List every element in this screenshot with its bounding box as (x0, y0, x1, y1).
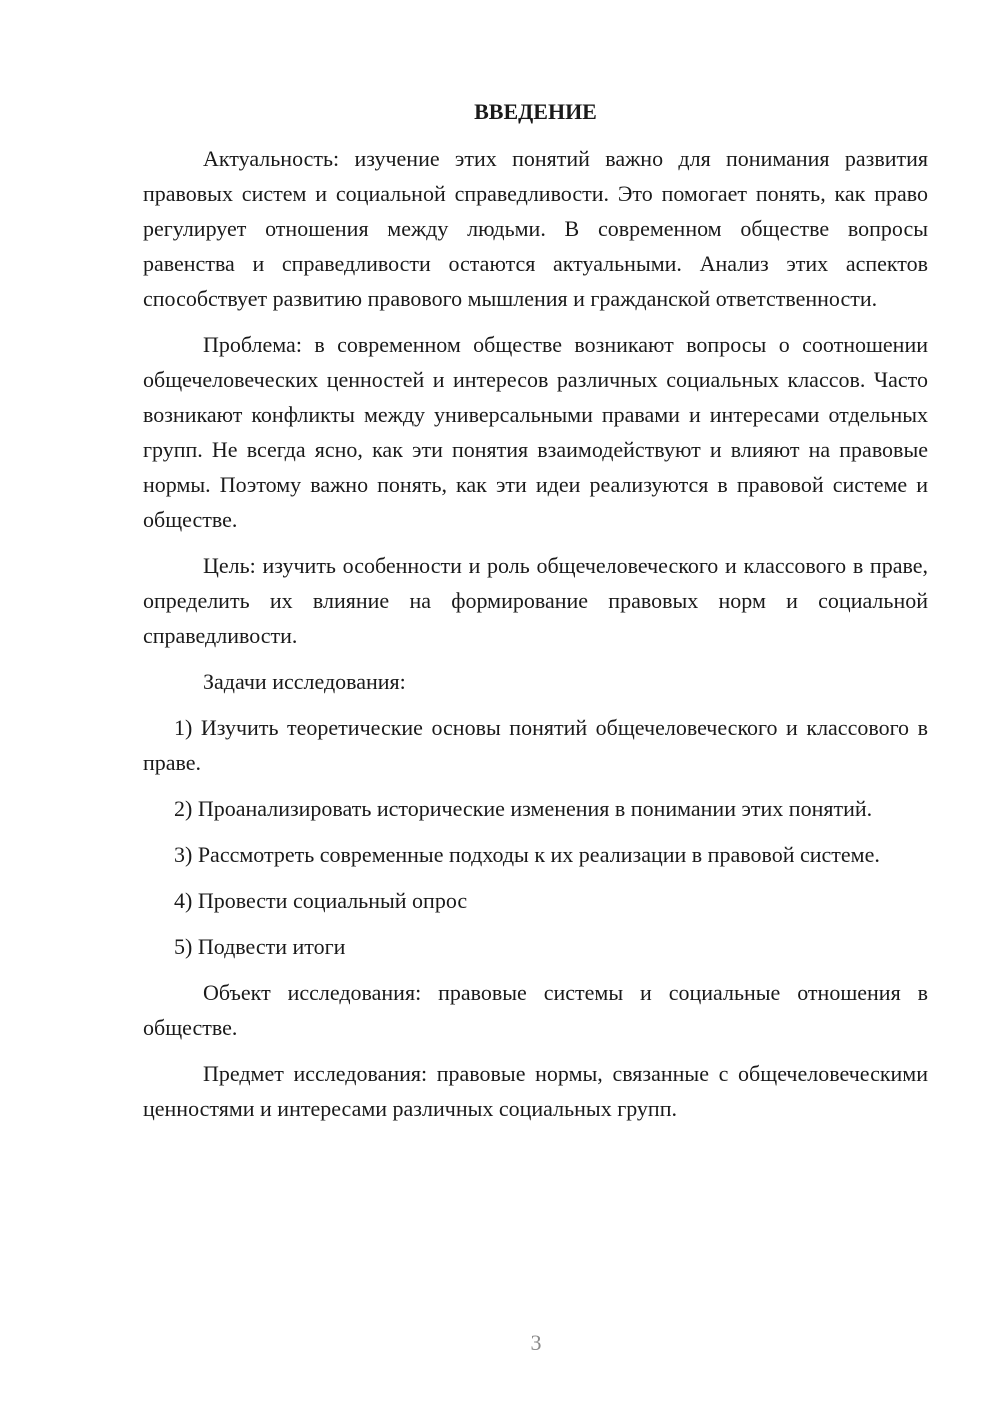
paragraph-object: Объект исследования: правовые системы и социальные отношения в обществе. (143, 980, 928, 1040)
paragraph-goal: Цель: изучить особенности и роль общечеловеческого и классового в праве, определить их влияние на формирование правовых норм и социальной справедливости. (143, 553, 928, 648)
paragraph-relevance: Актуальность: изучение этих понятий важно для понимания развития правовых систем и социальной справедливости. Это помогает понять, как право регулирует отношения между людьми. В современном обществе вопросы равенства и справедливости остаются актуальными. Анализ этих аспектов способствует развитию правового мышления и гражданской ответственности. (143, 146, 928, 311)
page-number: 3 (530, 1330, 542, 1355)
document-page (143, 94, 928, 1137)
section-title: ВВЕДЕНИЕ (474, 99, 597, 124)
tasks-heading: Задачи исследования: (203, 669, 406, 694)
paragraph-subject: Предмет исследования: правовые нормы, связанные с общечеловеческими ценностями и интересами различных социальных групп. (143, 1061, 928, 1121)
task-item-3: 3) Рассмотреть современные подходы к их реализации в правовой системе. (174, 842, 880, 867)
paragraph-problem: Проблема: в современном обществе возникают вопросы о соотношении общечеловеческих ценностей и интересов различных социальных классов. Часто возникают конфликты между универсальными правами и интересами отдельных групп. Не всегда ясно, как эти понятия взаимодействуют и влияют на правовые нормы. Поэтому важно понять, как эти идеи реализуются в правовой системе и обществе. (143, 332, 928, 532)
task-item-4: 4) Провести социальный опрос (174, 888, 468, 913)
task-item-5: 5) Подвести итоги (174, 934, 346, 959)
task-item-1: 1) Изучить теоретические основы понятий общечеловеческого и классового в праве. (143, 715, 928, 775)
task-item-2: 2) Проанализировать исторические изменения в понимании этих понятий. (174, 796, 873, 821)
